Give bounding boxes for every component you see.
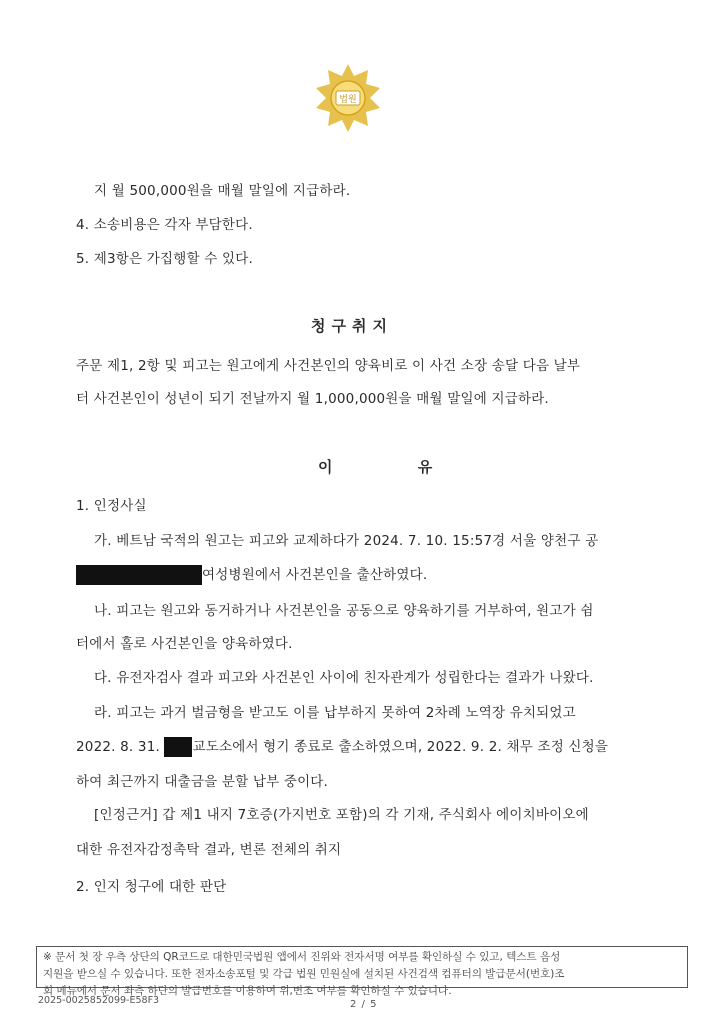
seal-text: 법원 xyxy=(339,95,357,105)
order-continuation: 지 월 500,000원을 매월 말일에 지급하라. xyxy=(94,183,351,199)
fact-na-line-1: 나. 피고는 원고와 동거하거나 사건본인을 공동으로 양육하기를 거부하여, 원고가 쉼 xyxy=(94,603,594,619)
notice-line-3: 회 메뉴에서 문서 좌측 하단의 발급번호를 이용하여 위,변조 여부를 확인하실 수 있습니다. xyxy=(43,985,452,997)
fact-ra-line-2-text: 교도소에서 형기 종료로 출소하였으며, 2022. 9. 2. 채무 조정 신청을 xyxy=(192,739,609,755)
fact-ra-line-2-date: 2022. 8. 31. xyxy=(76,739,160,755)
reason-heading: 이 유 xyxy=(318,458,473,476)
redaction-block xyxy=(76,565,202,585)
page-number: 2 / 5 xyxy=(350,999,378,1010)
claim-line-1: 주문 제1, 2항 및 피고는 원고에게 사건본인의 양육비로 이 사건 소장 송달 다음 날부 xyxy=(76,358,581,374)
fact-ra-line-1: 라. 피고는 과거 벌금형을 받고도 이를 납부하지 못하여 2차례 노역장 유치되었고 xyxy=(94,705,576,721)
basis-line-2: 대한 유전자감정촉탁 결과, 변론 전체의 취지 xyxy=(76,842,342,858)
redaction-block xyxy=(164,737,192,757)
fact-da-line: 다. 유전자검사 결과 피고와 사건본인 사이에 친자관계가 성립한다는 결과가 나왔다. xyxy=(94,670,594,686)
notice-line-1: ※ 문서 첫 장 우측 상단의 QR코드로 대한민국법원 앱에서 진위와 전자서명 여부를 확인하실 수 있고, 텍스트 음성 xyxy=(43,951,561,963)
fact-na-line-2: 터에서 홀로 사건본인을 양육하였다. xyxy=(76,636,293,652)
court-seal-logo xyxy=(312,62,384,134)
section-1-title: 1. 인정사실 xyxy=(76,498,147,514)
notice-line-2: 지원을 받으실 수 있습니다. 또한 전자소송포털 및 각급 법원 민원실에 설치된 사건검색 컴퓨터의 발급문서(번호)조 xyxy=(43,968,565,980)
fact-ra-line-2 xyxy=(76,735,608,757)
verification-notice xyxy=(36,946,688,997)
fact-ga-line-2-text: 여성병원에서 사건본인을 출산하였다. xyxy=(202,567,428,583)
order-item-4: 4. 소송비용은 각자 부담한다. xyxy=(76,217,253,233)
basis-line-1: [인정근거] 갑 제1 내지 7호증(가지번호 포함)의 각 기재, 주식회사 에이치바이오에 xyxy=(94,807,589,823)
order-item-5: 5. 제3항은 가집행할 수 있다. xyxy=(76,251,253,267)
section-2-title: 2. 인지 청구에 대한 판단 xyxy=(76,879,227,895)
fact-ga-line-2 xyxy=(76,563,427,585)
fact-ga-line-1: 가. 베트남 국적의 원고는 피고와 교제하다가 2024. 7. 10. 15:57경 서울 양천구 공 xyxy=(94,533,599,549)
document-number: 2025-0025852099-E58F3 xyxy=(38,995,160,1006)
claim-line-2: 터 사건본인이 성년이 되기 전날까지 월 1,000,000원을 매월 말일에 지급하라. xyxy=(76,391,549,407)
fact-ra-line-3: 하여 최근까지 대출금을 분할 납부 중이다. xyxy=(76,774,329,790)
claim-heading: 청구취지 xyxy=(311,317,393,335)
